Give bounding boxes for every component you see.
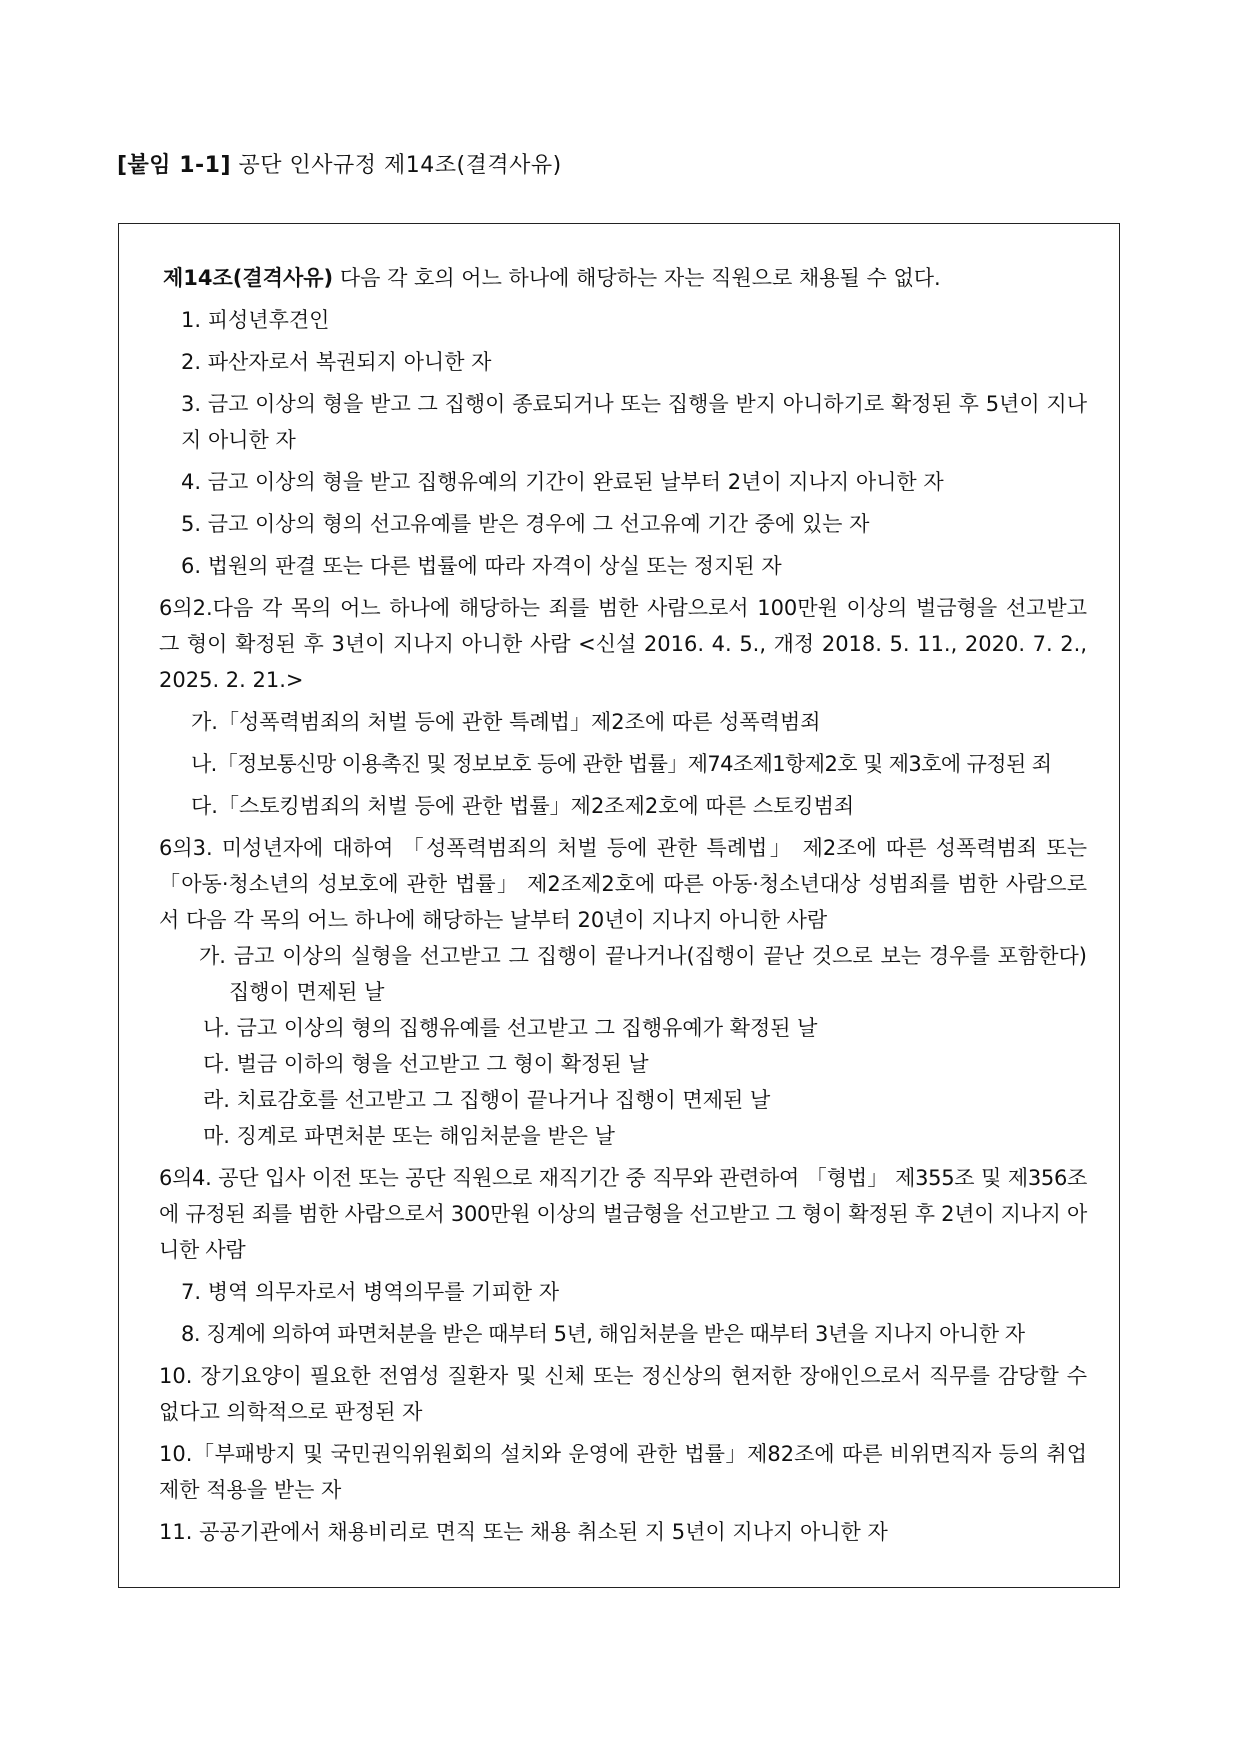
item-6-2-sub-ga: 가.「성폭력범죄의 처벌 등에 관한 특례법」제2조에 따른 성폭력범죄	[191, 710, 821, 734]
item-6: 6. 법원의 판결 또는 다른 법률에 따라 자격이 상실 또는 정지된 자	[181, 554, 782, 578]
article-content	[159, 260, 1087, 1556]
attachment-tag: [붙임 1-1]	[117, 153, 232, 178]
item-6-3-sub-da: 다. 벌금 이하의 형을 선고받고 그 형이 확정된 날	[203, 1052, 649, 1076]
item-6-4: 6의4. 공단 입사 이전 또는 공단 직원으로 재직기간 중 직무와 관련하여 「형법」 제355조 및 제356조에 규정된 죄를 범한 사람으로서 300만원 이상의 벌금형을 선고받고 그 형이 확정된 후 2년이 지나지 아니한 사람	[159, 1166, 1087, 1262]
article-box	[118, 223, 1120, 1588]
attachment-title: 공단 인사규정 제14조(결격사유)	[238, 153, 562, 178]
article-intro-text: 다음 각 호의 어느 하나에 해당하는 자는 직원으로 채용될 수 없다.	[339, 266, 941, 290]
item-5: 5. 금고 이상의 형의 선고유예를 받은 경우에 그 선고유예 기간 중에 있는 자	[181, 512, 870, 536]
attachment-heading	[117, 148, 562, 179]
item-6-3: 6의3. 미성년자에 대하여 「성폭력범죄의 처벌 등에 관한 특례법」 제2조에 따른 성폭력범죄 또는 「아동·청소년의 성보호에 관한 법률」 제2조제2호에 따른 아동·청소년대상 성범죄를 범한 사람으로서 다음 각 목의 어느 하나에 해당하는 날부터 20년이 지나지 아니한 사람	[159, 836, 1087, 932]
item-11: 11. 공공기관에서 채용비리로 면직 또는 채용 취소된 지 5년이 지나지 아니한 자	[159, 1520, 888, 1544]
item-6-2-sub-na: 나.「정보통신망 이용촉진 및 정보보호 등에 관한 법률」제74조제1항제2호 및 제3호에 규정된 죄	[191, 752, 1052, 776]
item-6-2: 6의2.다음 각 목의 어느 하나에 해당하는 죄를 범한 사람으로서 100만원 이상의 벌금형을 선고받고 그 형이 확정된 후 3년이 지나지 아니한 사람 <신설 2016. 4. 5., 개정 2018. 5. 11., 2020. 7. 2., 2025. 2. 21.>	[159, 596, 1087, 692]
item-3: 3. 금고 이상의 형을 받고 그 집행이 종료되거나 또는 집행을 받지 아니하기로 확정된 후 5년이 지나지 아니한 자	[181, 392, 1087, 452]
article-title: 제14조(결격사유)	[163, 266, 334, 290]
item-8: 8. 징계에 의하여 파면처분을 받은 때부터 5년, 해임처분을 받은 때부터 3년을 지나지 아니한 자	[181, 1322, 1025, 1346]
item-10-b: 10.「부패방지 및 국민권익위원회의 설치와 운영에 관한 법률」제82조에 따른 비위면직자 등의 취업제한 적용을 받는 자	[159, 1442, 1087, 1502]
item-6-2-sub-da: 다.「스토킹범죄의 처벌 등에 관한 법률」제2조제2호에 따른 스토킹범죄	[191, 794, 855, 818]
article-intro	[159, 260, 1087, 296]
item-6-3-sub-na: 나. 금고 이상의 형의 집행유예를 선고받고 그 집행유예가 확정된 날	[203, 1016, 818, 1040]
item-6-3-sub-ra: 라. 치료감호를 선고받고 그 집행이 끝나거나 집행이 면제된 날	[203, 1088, 771, 1112]
item-10-a: 10. 장기요양이 필요한 전염성 질환자 및 신체 또는 정신상의 현저한 장애인으로서 직무를 감당할 수 없다고 의학적으로 판정된 자	[159, 1364, 1087, 1424]
item-6-3-sub-ma: 마. 징계로 파면처분 또는 해임처분을 받은 날	[203, 1124, 615, 1148]
item-2: 2. 파산자로서 복권되지 아니한 자	[181, 350, 492, 374]
item-1: 1. 피성년후견인	[181, 308, 330, 332]
item-4: 4. 금고 이상의 형을 받고 집행유예의 기간이 완료된 날부터 2년이 지나지 아니한 자	[181, 470, 944, 494]
item-6-3-sub-ga: 가. 금고 이상의 실형을 선고받고 그 집행이 끝나거나(집행이 끝난 것으로 보는 경우를 포함한다) 집행이 면제된 날	[199, 944, 1087, 1004]
item-7: 7. 병역 의무자로서 병역의무를 기피한 자	[181, 1280, 559, 1304]
